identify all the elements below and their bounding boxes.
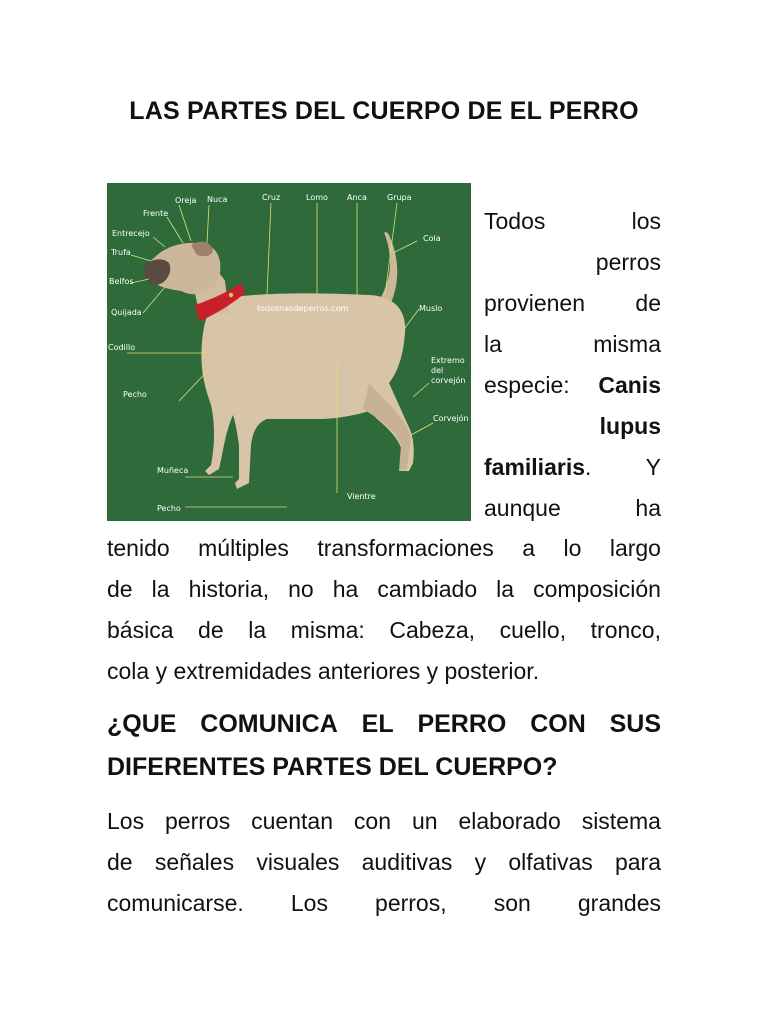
text-line: tenido múltiples transformaciones a lo largo [107,535,661,561]
text-line: de la historia, no ha cambiado la composición [107,576,661,602]
heading-line: DIFERENTES PARTES DEL CUERPO? [107,753,558,781]
label-anca: Anca [347,193,367,202]
dog-anatomy-diagram [107,183,471,521]
label-entrecejo: Entrecejo [112,229,150,238]
label-quijada: Quijada [111,308,142,317]
label-pecho-lower: Pecho [157,504,181,513]
label-frente: Frente [143,209,169,218]
text-line: la misma [484,331,661,357]
text-line: Los perros cuentan con un elaborado sistema [107,808,661,834]
text-line: familiaris. Y [484,454,661,480]
label-belfos: Belfos [109,277,134,286]
label-extremo-1: Extremo [431,356,465,365]
species-name: lupus [599,413,661,439]
intro-paragraph-continued [107,528,661,692]
text-line: Todos los [484,208,661,234]
page-title: LAS PARTES DEL CUERPO DE EL PERRO [129,97,639,125]
heading-line: ¿QUE COMUNICA EL PERRO CON SUS [107,710,661,738]
communication-paragraph [107,801,661,924]
species-genus: Canis [598,372,661,398]
label-codillo: Codillo [108,343,136,352]
text-line: comunicarse. Los perros, son grandes [107,890,661,916]
text-line: cola y extremidades anteriores y posterior. [107,658,540,684]
text-line: provienen de [484,290,661,316]
text-line: perros [595,249,661,275]
text-line: especie: Canis [484,365,661,406]
label-extremo-3: corvejón [431,376,466,385]
label-pecho-upper: Pecho [123,390,147,399]
label-cruz: Cruz [262,193,281,202]
species-subspecies: familiaris [484,454,585,480]
text-line: de señales visuales auditivas y olfativas para [107,849,661,875]
label-extremo-2: del [431,366,444,375]
label-cola: Cola [423,234,441,243]
label-corvejon: Corvejón [433,414,469,423]
label-grupa: Grupa [387,193,412,202]
text-line: básica de la misma: Cabeza, cuello, tronco, [107,617,661,643]
label-lomo: Lomo [306,193,328,202]
watermark: todosnasdeperros.com [257,304,349,313]
label-muneca: Muñeca [157,466,189,475]
label-vientre: Vientre [347,492,376,501]
intro-paragraph-side [484,201,661,529]
section-heading [107,703,661,789]
text-line: aunque ha [484,495,661,521]
label-trufa: Trufa [111,248,131,257]
label-oreja: Oreja [175,196,197,205]
label-muslo: Muslo [419,304,443,313]
dog-anatomy-figure [107,183,471,521]
label-nuca: Nuca [207,195,228,204]
